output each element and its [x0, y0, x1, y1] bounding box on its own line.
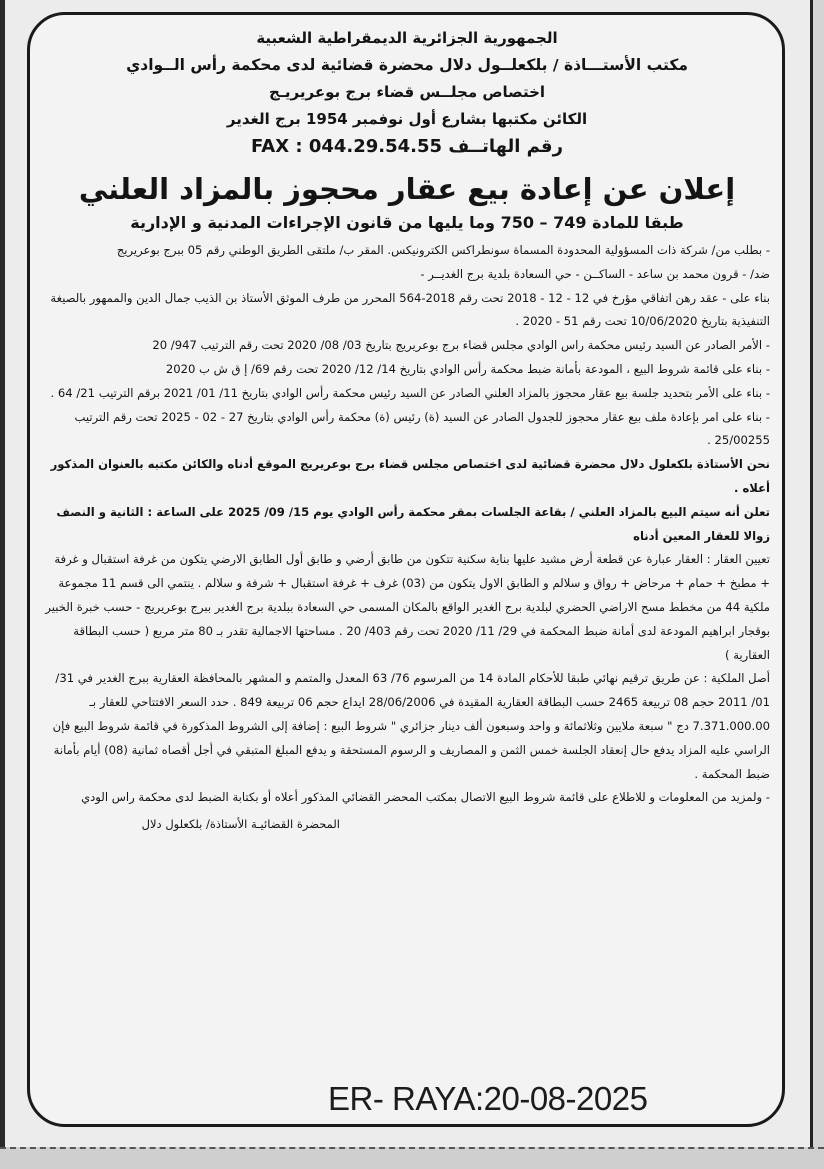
paragraph-requester: - بطلب من/ شركة ذات المسؤولية المحدودة المسماة سونطراكس الكترونيكس. المقر ب/ ملتقى الطريق الوطني رقم 05 ببرج بوعريريج: [116, 243, 770, 257]
paragraph-mortgage: بناء على - عقد رهن اتفاقي مؤرخ في 12 - 12 - 2018 تحت رقم 2018-564 المحرر من طرف الموثق الأستاذ بن الذيب جمال الدين والممهور بالصيغة التنفيذية بتاريخ 10/06/2020 تحت رقم 51 - 2020 .: [50, 290, 770, 329]
notice-subtitle: طبقا للمادة 749 – 750 وما يليها من قانون الإجراءات المدنية و الإدارية: [130, 213, 684, 232]
paragraph-conditions-list: - بناء على قائمة شروط البيع ، المودعة بأمانة ضبط محكمة رأس الوادي بتاريخ 14/ 12/ 2020 تحت رقم 69/ إ ق ش ب 2020: [165, 361, 770, 376]
bailiff-statement: نحن الأستاذة بلكعلول دلال محضرة قضائية لدى اختصاص مجلس قضاء برج بوعريريج الموقع أدناه والكائن مكتبه بالعنوان المذكور أعلاه .: [50, 457, 770, 495]
more-info: - ولمزيد من المعلومات و للاطلاع على قائمة شروط البيع الاتصال بمكتب المحضر القضائي المذكور أعلاه أو بكتابة الضبط لدى محكمة راس الودي: [81, 790, 770, 805]
notice-content: [44, 25, 770, 836]
bailiff-office: مكتب الأستـــاذة / بلكعلــول دلال محضرة قضائية لدى محكمة رأس الــوادي: [126, 56, 688, 74]
paragraph-order: - الأمر الصادر عن السيد رئيس محكمة راس الوادي مجلس قضاء برج بوعريريج بتاريخ 03/ 08/ 2020 تحت رقم الترتيب 947/ 20: [152, 338, 770, 353]
republic-heading: الجمهورية الجزائرية الديمقراطية الشعبية: [256, 29, 558, 47]
legal-notice-frame: [27, 12, 785, 1127]
paragraph-defendant: ضد/ - قرون محمد بن ساعد - الساكــن - حي السعادة بلدية برج الغديــر -: [420, 266, 770, 281]
auction-announcement: تعلن أنه سيتم البيع بالمزاد العلني / بقاعة الجلسات بمقر محكمة رأس الوادي يوم 15/ 09/ 2025 على الساعة : الثانية و النصف زوالا للعقار المعين أدناه: [56, 504, 770, 543]
paragraph-resale-order: - بناء على امر بإعادة ملف بيع عقار محجوز للجدول الصادر عن السيد (ة) رئيس (ة) محكمة رأس الوادي بتاريخ 27 - 02 - 2025 تحت رقم الترتيب 25/00255 .: [74, 409, 770, 448]
bottom-cut-line: [0, 1147, 824, 1169]
bailiff-signature: المحضرة القضائيـة الأستاذة/ بلكعلول دلال: [141, 817, 340, 832]
paragraph-session-order: - بناء على الأمر بتحديد جلسة بيع عقار محجوز بالمزاد العلني الصادر عن السيد رئيس محكمة رأس الوادي بتاريخ 11/ 01/ 2021 برقم الترتيب 21/ 64 .: [50, 385, 770, 400]
jurisdiction: اختصاص مجلــس قضاء برج بوعريريـج: [268, 83, 546, 101]
right-column-rule: [810, 0, 824, 1169]
notice-body: [44, 239, 770, 810]
ownership-origin: أصل الملكية : عن طريق ترقيم نهائي طبقا للأحكام المادة 14 من المرسوم 76/ 63 المعدل والمتمم و المشهر بالمحافظة العقارية ببرج الغدير في 31/ 01/ 2011 حجم 08 تربيعة 2465 حسب البطاقة العقارية المقيدة في 28/06/2006 ايداع حجم 06 تربيعة 849 . حدد السعر الافتتاحي للعقار بـ 7.371.000.00 دج " سبعة ملايين وثلاثمائة و واحد وسبعون ألف دينار جزائري " شروط البيع : إضافة إلى الشروط المذكورة في قائمة شروط البيع فإن الراسي عليه المزاد يدفع حال إنعقاد الجلسة خمس الثمن و المصاريف و الرسوم المستحقة و يدفع المبلغ المتبقي في أجل أقصاه ثمانية (08) أيام بأمانة ضبط المحكمة .: [52, 671, 770, 781]
phone-fax: رقم الهاتــف FAX : 044.29.54.55: [251, 136, 563, 157]
left-column-rule: [0, 0, 5, 1169]
office-address: الكائن مكتبها بشارع أول نوفمبر 1954 برج الغدير: [226, 110, 588, 128]
property-description: تعيين العقار : العقار عبارة عن قطعة أرض مشيد عليها بناية سكنية تتكون من طابق أرضي و طابق أول الطابق الارضي يتكون من غرفة استقبال و غرفة + مطبخ + حمام + مرحاض + رواق و سلالم و الطابق الاول يتكون من (03) غرف + غرفة استقبال + شرفة و سلالم . ينتمي الى قسم 11 مجموعة ملكية 44 من مخطط مسح الاراضي الحضري لبلدية برج الغدير الواقع بالمكان المسمى حي السعادة ببلدية برج الغدير ببرج بوعريريج - حسب خبرة الخبير بوقجار ابراهيم المودعة لدى أمانة ضبط المحكمة في 29/ 11/ 2020 تحت رقم 403/ 20 . مساحتها الاجمالية تقدر بـ 80 متر مربع ( حسب البطاقة العقارية ): [45, 552, 770, 662]
notice-title: إعلان عن إعادة بيع عقار محجوز بالمزاد العلني: [78, 172, 736, 206]
publication-stamp: ER- RAYA:20-08-2025: [328, 1080, 648, 1117]
